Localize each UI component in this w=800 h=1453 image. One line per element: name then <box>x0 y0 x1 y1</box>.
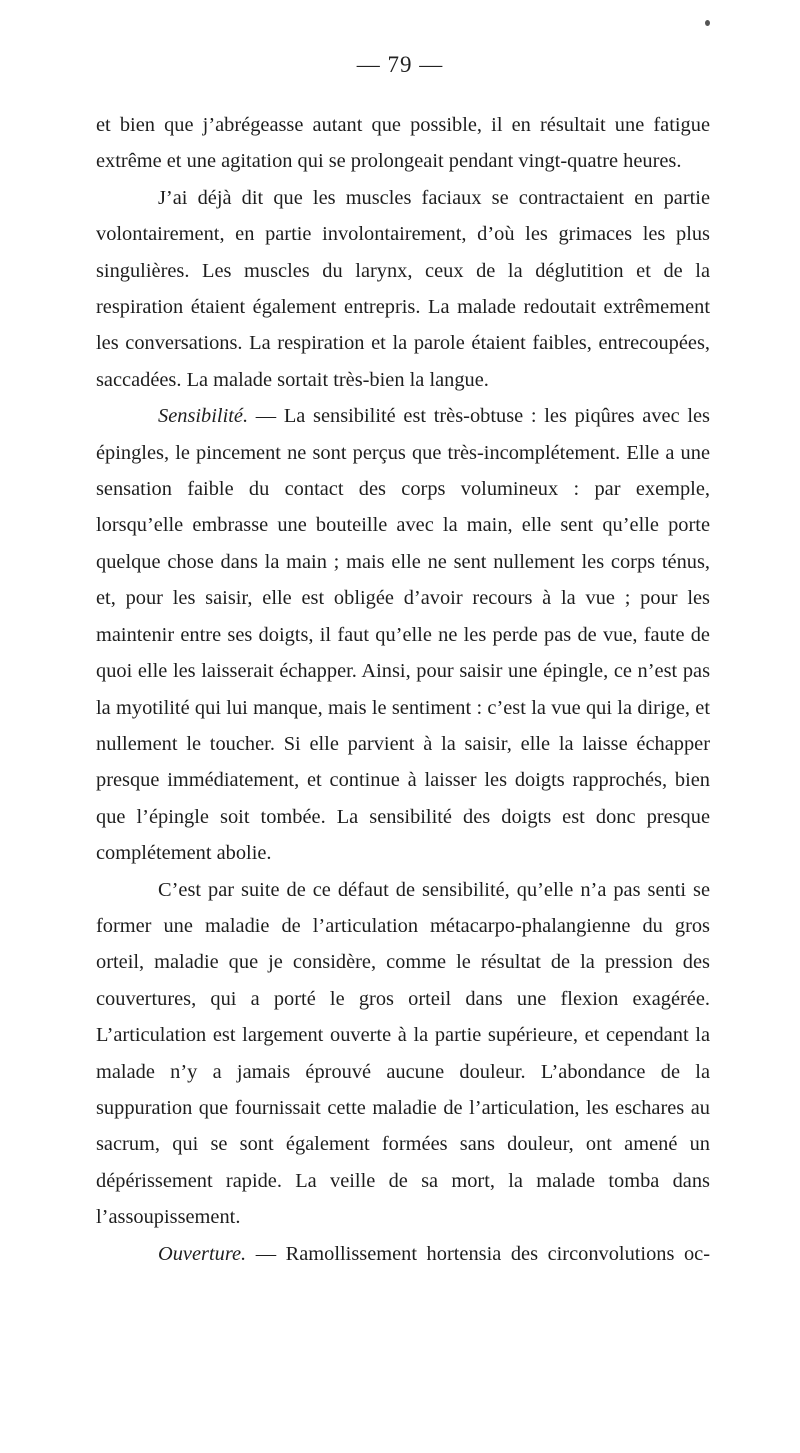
paragraph-continuation <box>96 107 710 180</box>
paragraph-articulation <box>96 872 710 1236</box>
paragraph-muscles <box>96 180 710 398</box>
section-heading-sensibilite: Sensibilité. <box>158 405 249 428</box>
paragraph-ouverture <box>96 1236 710 1272</box>
page-speck <box>705 20 710 26</box>
paragraph-text: C’est par suite de ce défaut de sensibilité, qu’elle n’a pas senti se former une maladie de l’articulation métacarpo-phalangienne du gros orteil, maladie que je considère, comme le résultat de la pression des couvertures, qui a porté le gros orteil dans une flexion exagérée. L’articulation est largement ouverte à la partie supérieure, et cependant la malade n’y a jamais éprouvé aucune douleur. L’abondance de la suppuration que fournissait cette maladie de l’articulation, les eschares au sacrum, qui se sont également formées sans douleur, ont amené un dépérissement rapide. La veille de sa mort, la malade tomba dans l’assoupissement. <box>96 878 710 1229</box>
page-number: — 79 — <box>356 52 444 77</box>
paragraph-text: et bien que j’abrégeasse autant que possible, il en résultait une fatigue extrême et une agitation qui se prolongeait pendant vingt-quatre heures. <box>96 114 710 173</box>
paragraph-text: — La sensibilité est très-obtuse : les piqûres avec les épingles, le pincement ne sont perçus que très-incomplétement. Elle a une sensation faible du contact des corps volumineux : par exemple, lorsqu’elle embrasse une bouteille avec la main, elle sent qu’elle porte quelque chose dans la main ; mais elle ne sent nullement les corps ténus, et, pour les saisir, elle est obligée d’avoir recours à la vue ; pour les maintenir entre ses doigts, il faut qu’elle ne les perde pas de vue, faute de quoi elle les laisserait échapper. Ainsi, pour saisir une épingle, ce n’est pas la myotilité qui lui manque, mais le sentiment : c’est la vue qui la dirige, et nullement le toucher. Si elle parvient à la saisir, elle la laisse échapper presque immédiatement, et continue à laisser les doigts rapprochés, bien que l’épingle soit tombée. La sensibilité des doigts est donc presque complétement abolie. <box>96 405 710 865</box>
body-text <box>96 107 710 1272</box>
paragraph-text: J’ai déjà dit que les muscles faciaux se contractaient en partie volontairement, en partie involontairement, d’où les grimaces les plus singulières. Les muscles du larynx, ceux de la déglutition et de la respiration étaient également entrepris. La malade redoutait extrêmement les conversations. La respiration et la parole étaient faibles, entrecoupées, saccadées. La malade sortait très-bien la langue. <box>96 186 710 391</box>
paragraph-text: — Ramollissement hortensia des circonvolutions oc- <box>246 1242 710 1265</box>
paragraph-sensibilite <box>96 398 710 871</box>
section-heading-ouverture: Ouverture. <box>158 1242 247 1265</box>
